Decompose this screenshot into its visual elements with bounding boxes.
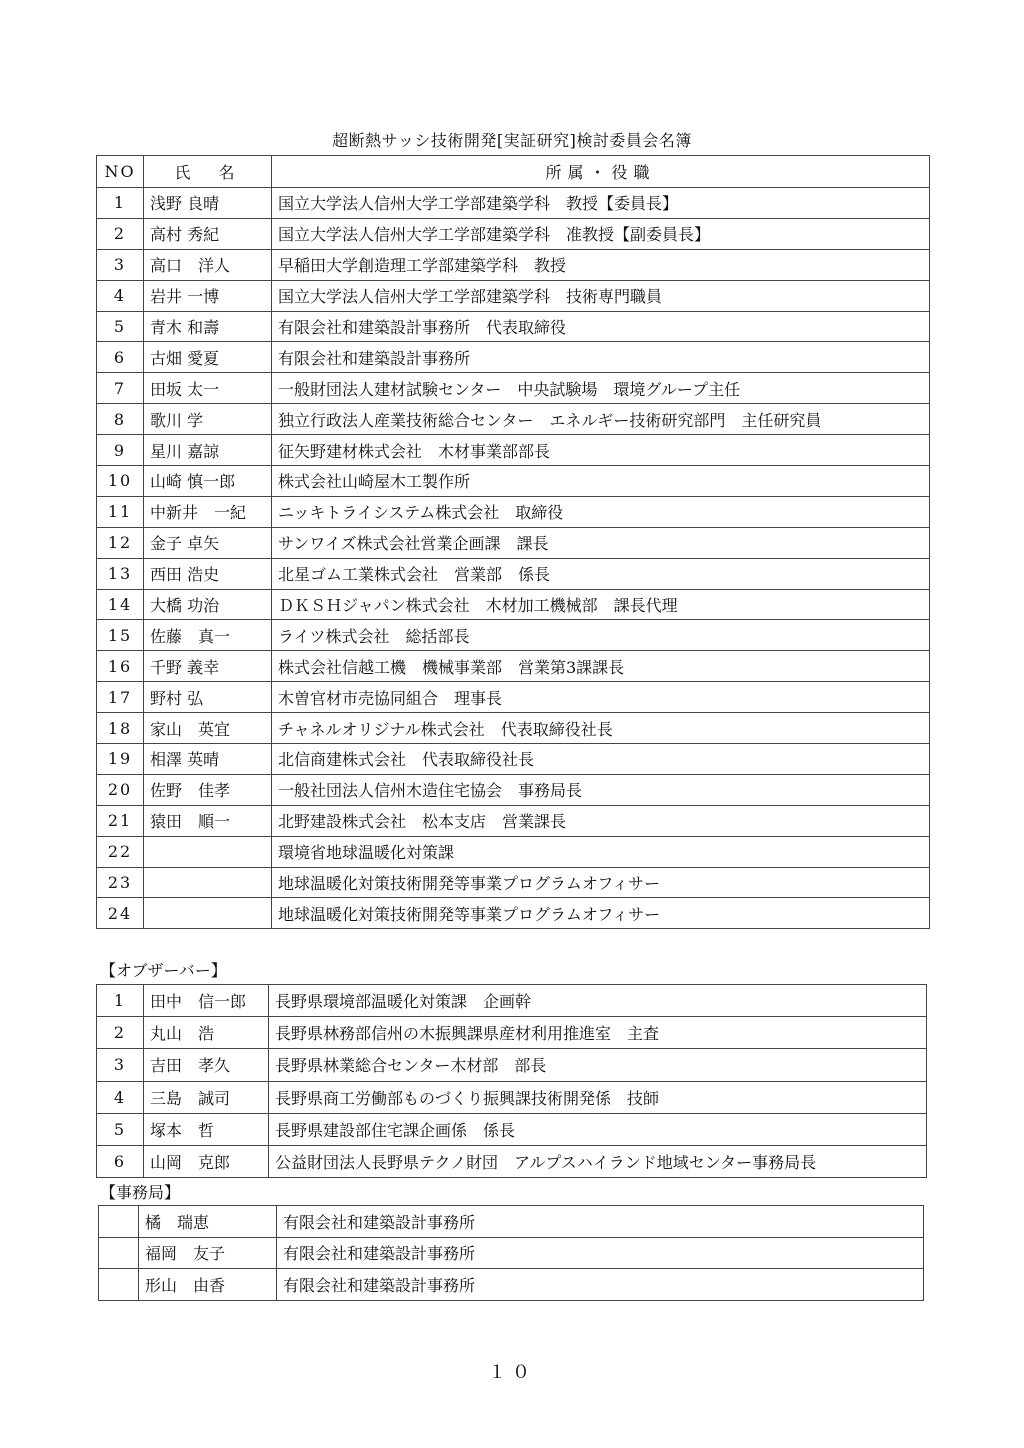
- row-number: [99, 1237, 139, 1269]
- affiliation: 環境省地球温暖化対策課: [272, 836, 930, 867]
- table-row: [97, 218, 930, 249]
- header-affiliation: 所属・役職: [272, 156, 930, 188]
- header-no: NO: [97, 156, 144, 188]
- person-name: 青木 和壽: [144, 311, 272, 342]
- person-name: 吉田 孝久: [144, 1049, 269, 1081]
- table-row: [97, 774, 930, 805]
- row-number: 15: [97, 620, 144, 651]
- affiliation: 北野建設株式会社 松本支店 営業課長: [272, 805, 930, 836]
- person-name: 岩井 一博: [144, 280, 272, 311]
- person-name: 古畑 愛夏: [144, 342, 272, 373]
- person-name: 中新井 一紀: [144, 496, 272, 527]
- person-name: 野村 弘: [144, 682, 272, 713]
- secretariat-table: [98, 1205, 924, 1301]
- affiliation: 独立行政法人産業技術総合センター エネルギー技術研究部門 主任研究員: [272, 404, 930, 435]
- row-number: 14: [97, 589, 144, 620]
- affiliation: ＤＫＳＨジャパン株式会社 木材加工機械部 課長代理: [272, 589, 930, 620]
- person-name: 西田 浩史: [144, 558, 272, 589]
- row-number: 12: [97, 527, 144, 558]
- affiliation: 長野県建設部住宅課企画係 係長: [269, 1113, 927, 1145]
- table-row: [97, 466, 930, 497]
- affiliation: 北星ゴム工業株式会社 営業部 係長: [272, 558, 930, 589]
- row-number: 2: [97, 218, 144, 249]
- table-row: [97, 558, 930, 589]
- person-name: 丸山 浩: [144, 1017, 269, 1049]
- person-name: 田中 信一郎: [144, 985, 269, 1017]
- affiliation: 長野県林業総合センター木材部 部長: [269, 1049, 927, 1081]
- person-name: 歌川 学: [144, 404, 272, 435]
- table-row: [99, 1237, 924, 1269]
- person-name: 浅野 良晴: [144, 188, 272, 219]
- observers-table: [96, 984, 927, 1178]
- person-name: 佐藤 真一: [144, 620, 272, 651]
- person-name: 山崎 慎一郎: [144, 466, 272, 497]
- table-row: [97, 1113, 927, 1145]
- affiliation: 木曽官材市売協同組合 理事長: [272, 682, 930, 713]
- affiliation: 征矢野建材株式会社 木材事業部部長: [272, 435, 930, 466]
- row-number: 17: [97, 682, 144, 713]
- table-row: [97, 713, 930, 744]
- person-name: [144, 898, 272, 929]
- affiliation: 一般社団法人信州木造住宅協会 事務局長: [272, 774, 930, 805]
- row-number: 11: [97, 496, 144, 527]
- person-name: 高口 洋人: [144, 249, 272, 280]
- person-name: 星川 嘉諒: [144, 435, 272, 466]
- row-number: 22: [97, 836, 144, 867]
- table-row: [97, 1017, 927, 1049]
- affiliation: チャネルオリジナル株式会社 代表取締役社長: [272, 713, 930, 744]
- person-name: 形山 由香: [139, 1269, 277, 1301]
- table-row: [99, 1206, 924, 1238]
- affiliation: 早稲田大学創造理工学部建築学科 教授: [272, 249, 930, 280]
- affiliation: 公益財団法人長野県テクノ財団 アルプスハイランド地域センター事務局長: [269, 1145, 927, 1177]
- table-row: [97, 744, 930, 775]
- affiliation: ライツ株式会社 総括部長: [272, 620, 930, 651]
- affiliation: 長野県商工労働部ものづくり振興課技術開発係 技師: [269, 1081, 927, 1113]
- page-number: １０: [488, 1362, 536, 1383]
- table-row: [97, 404, 930, 435]
- affiliation: 株式会社山崎屋木工製作所: [272, 466, 930, 497]
- person-name: 福岡 友子: [139, 1237, 277, 1269]
- row-number: 6: [97, 342, 144, 373]
- row-number: 16: [97, 651, 144, 682]
- row-number: 2: [97, 1017, 144, 1049]
- table-row: [97, 805, 930, 836]
- row-number: 23: [97, 867, 144, 898]
- person-name: 橘 瑞恵: [139, 1206, 277, 1238]
- affiliation: 北信商建株式会社 代表取締役社長: [272, 744, 930, 775]
- table-row: [97, 527, 930, 558]
- table-row: [97, 620, 930, 651]
- affiliation: 有限会社和建築設計事務所: [277, 1237, 924, 1269]
- row-number: 18: [97, 713, 144, 744]
- affiliation: 有限会社和建築設計事務所: [272, 342, 930, 373]
- row-number: 3: [97, 249, 144, 280]
- table-row: [97, 836, 930, 867]
- affiliation: 有限会社和建築設計事務所: [277, 1206, 924, 1238]
- row-number: 5: [97, 311, 144, 342]
- affiliation: 地球温暖化対策技術開発等事業プログラムオフィサー: [272, 898, 930, 929]
- table-row: [97, 651, 930, 682]
- person-name: 田坂 太一: [144, 373, 272, 404]
- person-name: [144, 836, 272, 867]
- person-name: 千野 義幸: [144, 651, 272, 682]
- affiliation: 一般財団法人建材試験センター 中央試験場 環境グループ主任: [272, 373, 930, 404]
- person-name: 猿田 順一: [144, 805, 272, 836]
- row-number: 1: [97, 188, 144, 219]
- table-row: [97, 898, 930, 929]
- table-row: [97, 1081, 927, 1113]
- affiliation: サンワイズ株式会社営業企画課 課長: [272, 527, 930, 558]
- table-row: [97, 496, 930, 527]
- affiliation: 地球温暖化対策技術開発等事業プログラムオフィサー: [272, 867, 930, 898]
- affiliation: 株式会社信越工機 機械事業部 営業第3課課長: [272, 651, 930, 682]
- row-number: 4: [97, 1081, 144, 1113]
- row-number: 7: [97, 373, 144, 404]
- affiliation: ニッキトライシステム株式会社 取締役: [272, 496, 930, 527]
- document-title: 超断熱サッシ技術開発[実証研究]検討委員会名簿: [332, 131, 692, 150]
- person-name: 大橋 功治: [144, 589, 272, 620]
- header-name: 氏 名: [144, 156, 272, 188]
- person-name: 三島 誠司: [144, 1081, 269, 1113]
- row-number: 5: [97, 1113, 144, 1145]
- table-row: [97, 589, 930, 620]
- person-name: 金子 卓矢: [144, 527, 272, 558]
- table-row: [97, 682, 930, 713]
- table-row: [97, 985, 927, 1017]
- table-row: [97, 1049, 927, 1081]
- observers-heading: 【オブザーバー】: [100, 961, 227, 980]
- affiliation: 長野県林務部信州の木振興課県産材利用推進室 主査: [269, 1017, 927, 1049]
- affiliation: 有限会社和建築設計事務所 代表取締役: [272, 311, 930, 342]
- table-row: [97, 249, 930, 280]
- row-number: 4: [97, 280, 144, 311]
- row-number: 9: [97, 435, 144, 466]
- row-number: 8: [97, 404, 144, 435]
- row-number: 10: [97, 466, 144, 497]
- row-number: 6: [97, 1145, 144, 1177]
- table-row: [97, 311, 930, 342]
- row-number: 21: [97, 805, 144, 836]
- table-row: [97, 373, 930, 404]
- affiliation: 長野県環境部温暖化対策課 企画幹: [269, 985, 927, 1017]
- person-name: 佐野 佳孝: [144, 774, 272, 805]
- affiliation: 有限会社和建築設計事務所: [277, 1269, 924, 1301]
- table-row: [97, 188, 930, 219]
- row-number: [99, 1269, 139, 1301]
- person-name: 山岡 克郎: [144, 1145, 269, 1177]
- table-header-row: [97, 156, 930, 188]
- table-row: [97, 867, 930, 898]
- table-row: [97, 1145, 927, 1177]
- secretariat-heading: 【事務局】: [100, 1183, 181, 1202]
- row-number: 3: [97, 1049, 144, 1081]
- person-name: [144, 867, 272, 898]
- affiliation: 国立大学法人信州大学工学部建築学科 准教授【副委員長】: [272, 218, 930, 249]
- row-number: 20: [97, 774, 144, 805]
- table-row: [97, 342, 930, 373]
- table-row: [97, 280, 930, 311]
- row-number: [99, 1206, 139, 1238]
- row-number: 1: [97, 985, 144, 1017]
- person-name: 高村 秀紀: [144, 218, 272, 249]
- row-number: 24: [97, 898, 144, 929]
- table-row: [97, 435, 930, 466]
- person-name: 塚本 哲: [144, 1113, 269, 1145]
- person-name: 相澤 英晴: [144, 744, 272, 775]
- affiliation: 国立大学法人信州大学工学部建築学科 教授【委員長】: [272, 188, 930, 219]
- table-row: [99, 1269, 924, 1301]
- person-name: 家山 英宜: [144, 713, 272, 744]
- committee-members-table: [96, 155, 930, 929]
- row-number: 19: [97, 744, 144, 775]
- row-number: 13: [97, 558, 144, 589]
- affiliation: 国立大学法人信州大学工学部建築学科 技術専門職員: [272, 280, 930, 311]
